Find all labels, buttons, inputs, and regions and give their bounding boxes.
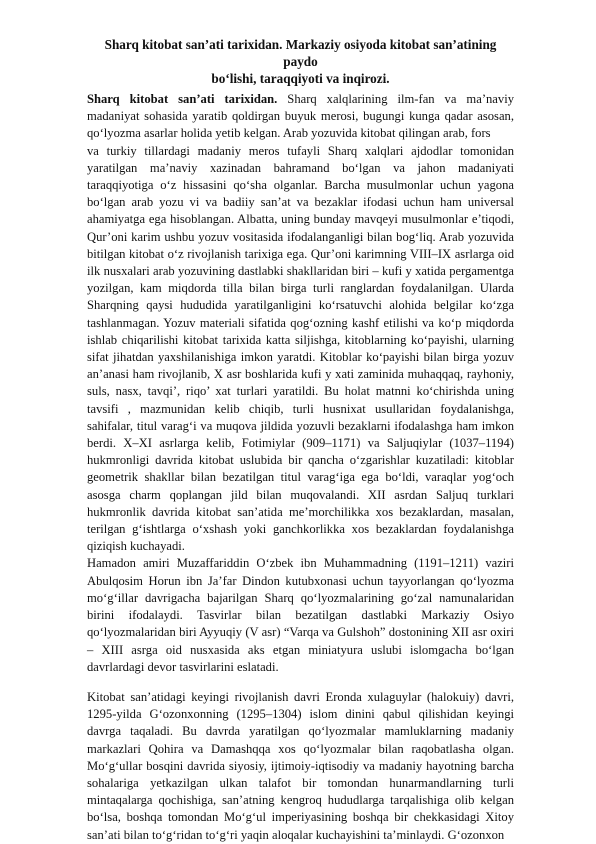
paragraph-gap xyxy=(87,676,514,689)
paragraph-lead: Sharq kitobat san’ati tarixidan. xyxy=(87,92,278,106)
paragraph-intro-body: Sharq xalqlarining ilm-fan va ma’naviy madaniyat sohasida yaratib qoldirgan buyuk merosi, bugungi kunga qadar asosan, qo‘lyozma asarlar holida yetib kelgan. Arab yozuvida kitobat qilingan arab, fors xyxy=(87,92,514,141)
paragraph-intro xyxy=(87,91,514,143)
section-heading xyxy=(87,36,514,87)
heading-line-2: bo‘lishi, taraqqiyoti va inqirozi. xyxy=(211,71,390,86)
heading-line-1: Sharq kitobat san’ati tarixidan. Markaziy osiyoda kitobat san’atining paydo xyxy=(104,37,497,69)
paragraph-heritage: va turkiy tillardagi madaniy meros tufayli Sharq xalqlari ajdodlar tomonidan yaratilgan ma’naviy xazinadan bahramand bo‘lgan va jahon madaniyati taraqqiyotiga o‘z hissasini qo‘sha olganlar. Barcha musulmonlar uchun yagona bo‘lgan arab yozu vi va badiiy san’at va bezaklar ifodasi uchun ham universal ahamiyatga ega hisoblangan. Albatta, uning bunday mavqeyi musulmonlar e’tiqodi, Qur’oni karim ushbu yozuv vositasida ifodalanganligi bilan bog‘liq. Arab yozuvida bitilgan kitobat o‘z rivojlanish tarixiga ega. Qur’oni karimning VIII–IX asrlarga oid ilk nusxalari arab yozuvining dastlabki shakllaridan biri – kufi y xatida pergamentga yozilgan, kam miqdorda tilla bilan birga turli ranglardan foydalanilgan. Ularda Sharqning qaysi hududida yaratilganligini ko‘rsatuvchi alohida belgilar ko‘zga tashlanmagan. Yozuv materiali sifatida qog‘ozning kashf etilishi va ko‘p miqdorda ishlab chiqarilishi kitobat tarixida katta siljishga, kitoblarning ko‘payishi, ularning sifat jihatdan yaxshilanishiga imkon yaratdi. Kitoblar ko‘payishi bilan birga yozuv an’anasi ham rivojlanib, X asr boshlarida kufi y xati zaminida muhaqqaq, rayhoniy, suls, nasx, tavqi’, riqo’ xat turlari yaratildi. Bu holat matnni ko‘chirishda uning tavsifi , mazmunidan kelib chiqib, turli husnixat usullaridan foydalanishga, sahifalar, titul varag‘i va muqova jildida yozuvli bezaklarni ifodalashga ham imkon berdi. X–XI asrlarga kelib, Fotimiylar (909–1171) va Saljuqiylar (1037–1194) hukmronligi davrida kitobat uslubida bir qancha o‘zgarishlar kuzatiladi: kitoblar geometrik shakllar bilan bezatilgan titul varag‘iga ega bo‘ldi, varaqlar yog‘och asosga charm qoplangan jild bilan muqovalandi. XII asrdan Saljuq turklari hukmronlik davrida kitobat san’atida me’morchilikka xos bezaklardan, masalan, terilgan g‘ishtlarga o‘xshash yoki ganchkorlikka xos bezaklardan foydalanishga qiziqish kuchayadi. xyxy=(87,143,514,554)
paragraph-development: Kitobat san’atidagi keyingi rivojlanish davri Eronda xulaguylar (halokuiy) davri, 1295-yilda G‘ozonxonning (1295–1304) islom dinini qabul qilishidan keyingi davrga taqaladi. Bu davrda yaratilgan qo‘lyozmalar mamluklarning madaniy markazlari Qohira va Damashqqa xos qo‘lyozmalar bilan raqobatlasha olgan. Mo‘g‘ullar bosqini davrida siyosiy, ijtimoiy-iqtisodiy va madaniy hayotning barcha sohalariga yetkazilgan ulkan talafot bir tomondan hunarmandlarning turli mintaqalarga qochishiga, san’atning kengroq hududlarga tarqalishiga olib kelgan bo‘lsa, boshqa tomondan Mo‘g‘ul imperiyasining boshqa bir chekkasidagi Xitoy san’ati bilan to‘g‘ridan to‘g‘ri yaqin aloqalar kuchayishini ta’minlaydi. G‘ozonxon xyxy=(87,689,514,842)
paragraph-hamadon: Hamadon amiri Muzaffariddin O‘zbek ibn Muhammadning (1191–1211) vaziri Abulqosim Horun ibn Ja’far Dindon kutubxonasi uchun tayyorlangan qo‘lyozma mo‘g‘illar davrigacha bajarilgan Sharq qo‘lyozmalarining go‘zal namunalaridan birini ifodalaydi. Tasvirlar bilan bezatilgan dastlabki Markaziy Osiyo qo‘lyozmalaridan biri Ayyuqiy (V asr) “Varqa va Gulshoh” dostonining XII asr oxiri – XIII asrga oid nusxasida aks etgan miniatyura uslubi islomgacha bo‘lgan davrlardagi devor tasvirlarini eslatadi. xyxy=(87,556,514,674)
